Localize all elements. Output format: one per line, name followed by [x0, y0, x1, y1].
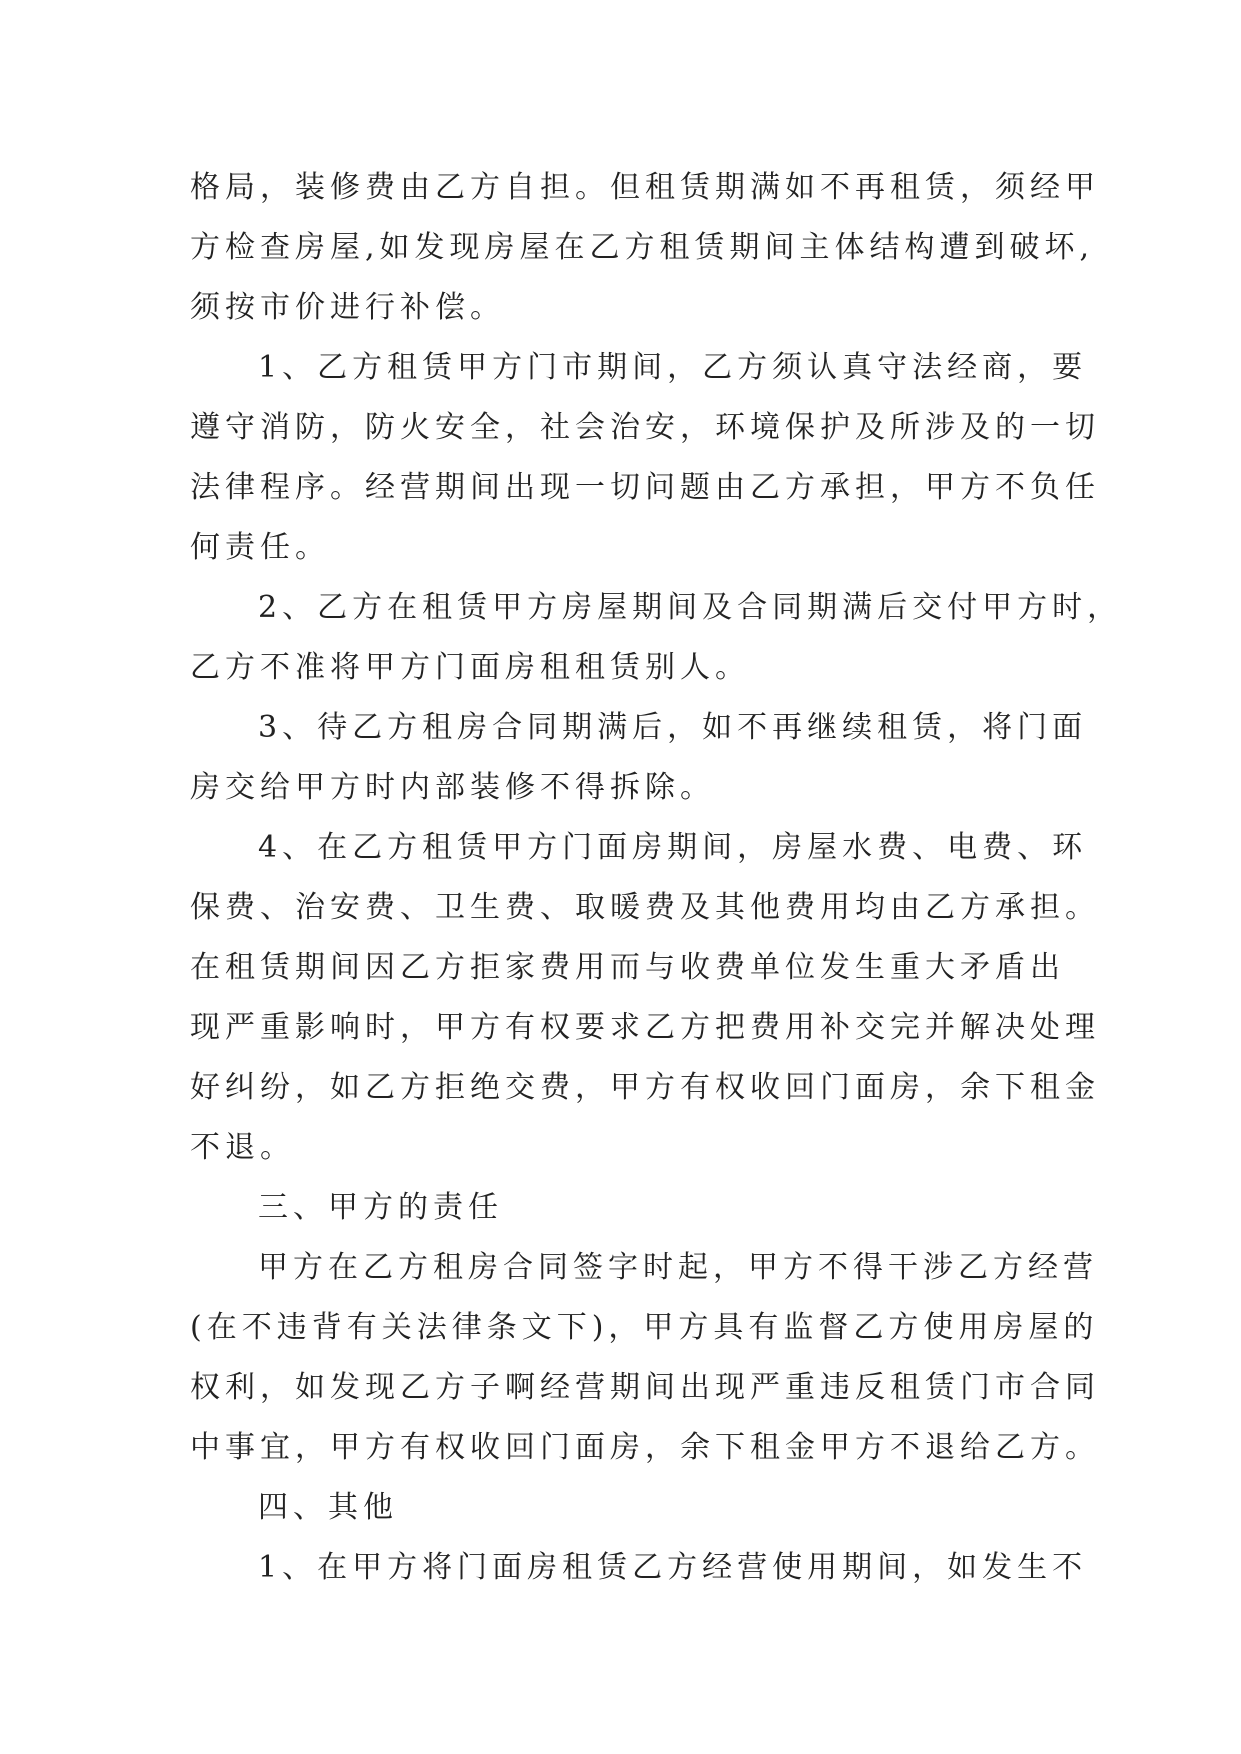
text-line: 1、乙方租赁甲方门市期间，乙方须认真守法经商，要: [258, 350, 1088, 385]
paragraph-clause-3: [190, 698, 1090, 818]
section-heading: 四、其他: [258, 1490, 398, 1525]
text-line: 遵守消防，防火安全，社会治安，环境保护及所涉及的一切: [190, 410, 1100, 445]
text-line: 甲方在乙方租房合同签字时起，甲方不得干涉乙方经营: [258, 1250, 1098, 1285]
text-line: 法律程序。经营期间出现一切问题由乙方承担，甲方不负任: [190, 470, 1100, 505]
text-line: 房交给甲方时内部装修不得拆除。: [190, 770, 715, 805]
text-line: 2、乙方在租赁甲方房屋期间及合同期满后交付甲方时，: [258, 590, 1123, 625]
text-line: 须按市价进行补偿。: [190, 290, 505, 325]
text-line: 格局，装修费由乙方自担。但租赁期满如不再租赁，须经甲: [190, 170, 1100, 205]
paragraph-clause-4: [190, 818, 1100, 1178]
paragraph-other-clause-1: [190, 1538, 1090, 1598]
text-line: 乙方不准将甲方门面房租租赁别人。: [190, 650, 750, 685]
text-line: 不退。: [190, 1130, 295, 1165]
text-line: 权利，如发现乙方子啊经营期间出现严重违反租赁门市合同: [190, 1370, 1100, 1405]
text-line: 在租赁期间因乙方拒家费用而与收费单位发生重大矛盾出: [190, 950, 1065, 985]
text-line: 保费、治安费、卫生费、取暖费及其他费用均由乙方承担。: [190, 890, 1100, 925]
section-heading-other: [190, 1478, 1090, 1538]
text-line: 好纠纷，如乙方拒绝交费，甲方有权收回门面房，余下租金: [190, 1070, 1100, 1105]
text-line: (在不违背有关法律条文下)，甲方具有监督乙方使用房屋的: [190, 1310, 1099, 1345]
text-line: 现严重影响时，甲方有权要求乙方把费用补交完并解决处理: [190, 1010, 1100, 1045]
text-line: 1、在甲方将门面房租赁乙方经营使用期间，如发生不: [258, 1550, 1088, 1585]
text-line: 中事宜，甲方有权收回门面房，余下租金甲方不退给乙方。: [190, 1430, 1100, 1465]
text-line: 何责任。: [190, 530, 330, 565]
text-line: 3、待乙方租房合同期满后，如不再继续租赁，将门面: [258, 710, 1088, 745]
document-body: [190, 158, 1123, 1598]
paragraph-clause-1: [190, 338, 1100, 578]
paragraph-clause-2: [190, 578, 1123, 698]
paragraph-lease-renovation: [190, 158, 1100, 338]
text-line: 4、在乙方租赁甲方门面房期间，房屋水费、电费、环: [258, 830, 1088, 865]
section-heading-party-a-responsibility: [190, 1178, 1090, 1238]
section-heading: 三、甲方的责任: [258, 1190, 503, 1225]
text-line: 方检查房屋,如发现房屋在乙方租赁期间主体结构遭到破坏,: [190, 230, 1095, 265]
paragraph-party-a-responsibility: [190, 1238, 1100, 1478]
